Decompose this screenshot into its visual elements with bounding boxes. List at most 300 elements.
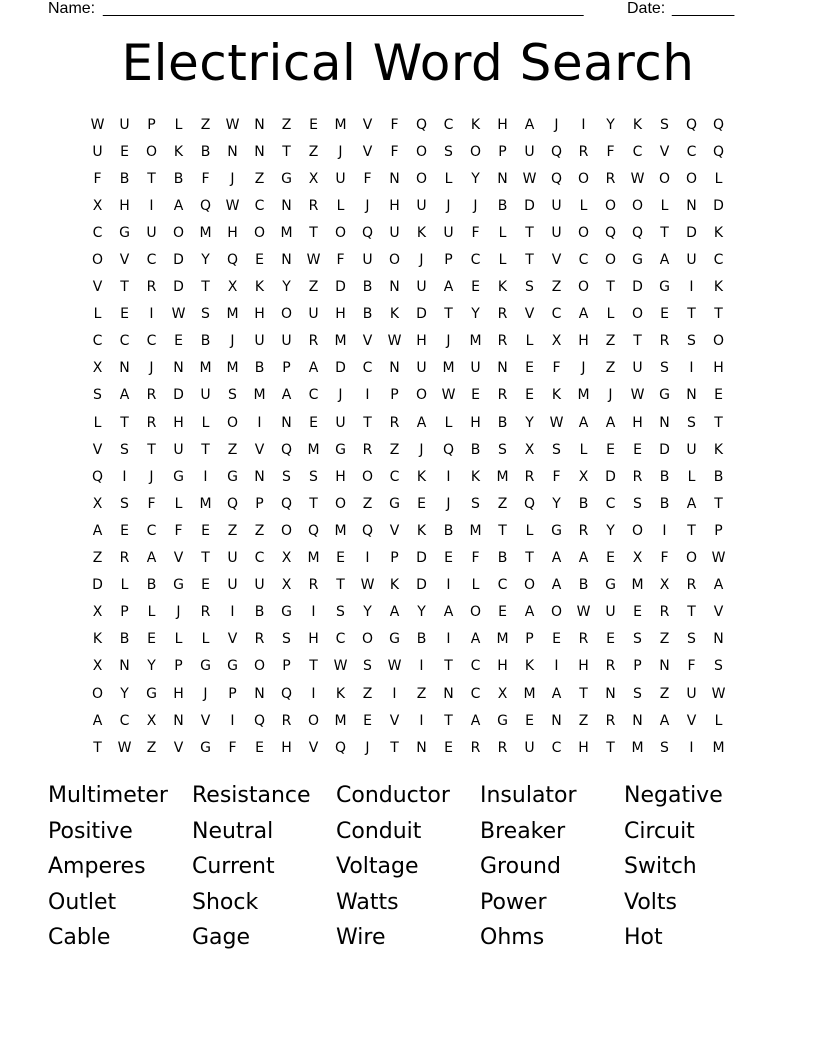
grid-letter: Z	[416, 685, 427, 702]
grid-letter: B	[254, 604, 265, 621]
grid-letter: O	[577, 279, 590, 296]
grid-letter: K	[416, 468, 427, 485]
grid-letter: R	[389, 414, 400, 431]
grid-letter: C	[470, 685, 481, 702]
grid-letter: N	[389, 279, 400, 296]
word-list-item: Cable	[48, 925, 111, 950]
grid-letter: P	[282, 360, 291, 377]
grid-letter: T	[93, 739, 102, 756]
grid-letter: W	[711, 685, 726, 702]
grid-letter: Z	[254, 522, 265, 539]
grid-letter: U	[335, 170, 346, 187]
grid-letter: I	[446, 577, 451, 594]
grid-letter: V	[308, 739, 319, 756]
grid-letter: S	[471, 495, 480, 512]
word-list-item: Gage	[192, 925, 251, 950]
name-blank-line: ______________________________________________________	[103, 0, 584, 17]
grid-letter: O	[91, 252, 104, 269]
grid-letter: W	[333, 658, 348, 675]
grid-letter: F	[660, 550, 669, 567]
grid-letter: E	[471, 387, 480, 404]
grid-letter: N	[497, 360, 508, 377]
grid-letter: P	[714, 522, 723, 539]
grid-letter: G	[227, 468, 238, 485]
grid-letter: U	[308, 306, 319, 323]
word-list-item: Current	[192, 854, 275, 879]
grid-letter: F	[471, 224, 480, 241]
grid-letter: H	[335, 306, 346, 323]
grid-letter: U	[146, 224, 157, 241]
grid-letter: F	[336, 252, 345, 269]
grid-letter: M	[523, 685, 536, 702]
grid-letter: H	[308, 631, 319, 648]
grid-letter: I	[419, 658, 424, 675]
grid-letter: X	[281, 577, 292, 594]
grid-letter: C	[578, 252, 589, 269]
grid-letter: E	[417, 495, 426, 512]
grid-letter: P	[633, 658, 642, 675]
grid-letter: D	[335, 279, 346, 296]
grid-letter: K	[389, 577, 400, 594]
grid-letter: F	[471, 550, 480, 567]
grid-letter: B	[362, 306, 373, 323]
grid-letter: Y	[363, 604, 372, 621]
grid-letter: N	[389, 360, 400, 377]
word-list	[48, 778, 768, 956]
grid-letter: N	[254, 468, 265, 485]
grid-letter: N	[659, 658, 670, 675]
grid-letter: H	[389, 197, 400, 214]
grid-letter: Q	[280, 685, 293, 702]
grid-letter: E	[606, 631, 615, 648]
grid-letter: P	[282, 658, 291, 675]
grid-letter: B	[200, 333, 211, 350]
grid-letter: J	[230, 333, 235, 350]
grid-letter: O	[172, 224, 185, 241]
grid-letter: U	[254, 333, 265, 350]
grid-letter: Q	[631, 224, 644, 241]
grid-letter: V	[389, 712, 400, 729]
grid-letter: L	[174, 495, 183, 512]
grid-letter: E	[255, 252, 264, 269]
grid-letter: F	[390, 116, 399, 133]
grid-letter: O	[685, 550, 698, 567]
grid-letter: H	[281, 739, 292, 756]
grid-letter: P	[444, 252, 453, 269]
grid-letter: W	[630, 387, 645, 404]
grid-letter: R	[470, 739, 481, 756]
grid-letter: N	[389, 170, 400, 187]
grid-letter: R	[308, 577, 319, 594]
grid-letter: D	[605, 468, 616, 485]
grid-letter: T	[147, 170, 156, 187]
grid-letter: N	[443, 685, 454, 702]
grid-letter: N	[227, 143, 238, 160]
grid-letter: W	[387, 333, 402, 350]
grid-letter: R	[281, 712, 292, 729]
grid-letter: M	[307, 441, 320, 458]
word-list-item: Insulator	[480, 783, 577, 808]
grid-letter: L	[714, 712, 723, 729]
grid-letter: F	[606, 143, 615, 160]
grid-letter: O	[577, 224, 590, 241]
grid-letter: R	[497, 387, 508, 404]
grid-letter: V	[362, 143, 373, 160]
grid-letter: A	[443, 604, 454, 621]
grid-letter: T	[714, 414, 723, 431]
grid-letter: L	[660, 197, 669, 214]
grid-letter: B	[362, 279, 373, 296]
grid-letter: R	[497, 739, 508, 756]
grid-letter: O	[577, 170, 590, 187]
grid-letter: C	[92, 224, 103, 241]
grid-letter: Z	[497, 495, 508, 512]
grid-letter: O	[550, 604, 563, 621]
grid-letter: U	[200, 387, 211, 404]
grid-letter: T	[309, 224, 318, 241]
grid-letter: O	[226, 414, 239, 431]
grid-letter: N	[551, 712, 562, 729]
grid-letter: J	[149, 360, 154, 377]
grid-letter: U	[605, 604, 616, 621]
grid-letter: D	[713, 197, 724, 214]
grid-letter: S	[282, 631, 291, 648]
grid-letter: E	[255, 739, 264, 756]
word-list-item: Circuit	[624, 818, 695, 844]
grid-letter: Y	[525, 414, 534, 431]
word-list-item: Volts	[624, 889, 678, 915]
grid-letter: Q	[361, 522, 374, 539]
grid-letter: T	[687, 604, 696, 621]
grid-letter: F	[363, 170, 372, 187]
grid-letter: Z	[200, 116, 211, 133]
grid-letter: T	[606, 739, 615, 756]
word-list-item: Ohms	[480, 925, 545, 950]
grid-letter: N	[254, 116, 265, 133]
grid-letter: L	[714, 170, 723, 187]
grid-letter: M	[469, 522, 482, 539]
grid-letter: Q	[415, 116, 428, 133]
grid-letter: I	[149, 306, 154, 323]
grid-letter: O	[523, 577, 536, 594]
grid-letter: J	[203, 685, 208, 702]
grid-letter: V	[92, 279, 103, 296]
grid-letter: L	[444, 170, 453, 187]
grid-letter: P	[147, 116, 156, 133]
grid-letter: S	[336, 604, 345, 621]
grid-letter: I	[689, 279, 694, 296]
grid-letter: J	[608, 387, 613, 404]
grid-letter: V	[119, 252, 130, 269]
grid-letter: L	[579, 197, 588, 214]
grid-letter: X	[227, 279, 238, 296]
grid-letter: T	[606, 279, 615, 296]
grid-letter: H	[578, 658, 589, 675]
grid-letter: C	[497, 577, 508, 594]
grid-letter: A	[659, 712, 670, 729]
grid-letter: Y	[120, 685, 129, 702]
grid-letter: C	[146, 252, 157, 269]
grid-letter: B	[119, 631, 130, 648]
grid-letter: H	[497, 116, 508, 133]
grid-letter: T	[309, 658, 318, 675]
grid-letter: O	[469, 143, 482, 160]
word-list-item: Resistance	[192, 783, 311, 808]
grid-letter: P	[390, 387, 399, 404]
grid-letter: V	[551, 252, 562, 269]
grid-letter: U	[362, 252, 373, 269]
word-list-item: Watts	[336, 889, 399, 915]
grid-letter: V	[362, 116, 373, 133]
grid-letter: T	[444, 658, 453, 675]
grid-letter: W	[225, 197, 240, 214]
grid-letter: S	[201, 306, 210, 323]
grid-letter: K	[416, 224, 427, 241]
grid-letter: W	[441, 387, 456, 404]
grid-letter: E	[120, 143, 129, 160]
grid-letter: D	[173, 387, 184, 404]
grid-letter: G	[659, 279, 670, 296]
grid-letter: T	[498, 522, 507, 539]
grid-letter: L	[687, 468, 696, 485]
grid-letter: E	[309, 116, 318, 133]
grid-letter: A	[524, 604, 535, 621]
grid-letter: E	[633, 604, 642, 621]
grid-letter: U	[119, 116, 130, 133]
grid-letter: F	[552, 468, 561, 485]
grid-letter: M	[226, 306, 239, 323]
grid-letter: A	[92, 522, 103, 539]
grid-letter: G	[173, 468, 184, 485]
grid-letter: K	[254, 279, 265, 296]
grid-letter: S	[93, 387, 102, 404]
grid-letter: H	[470, 414, 481, 431]
grid-letter: H	[173, 685, 184, 702]
word-list-item: Conductor	[336, 783, 450, 808]
grid-letter: U	[173, 441, 184, 458]
grid-letter: O	[604, 252, 617, 269]
grid-letter: T	[525, 550, 534, 567]
grid-letter: V	[389, 522, 400, 539]
grid-letter: S	[363, 658, 372, 675]
grid-letter: Y	[606, 522, 615, 539]
grid-letter: A	[470, 631, 481, 648]
grid-letter: G	[173, 577, 184, 594]
grid-letter: Q	[334, 739, 347, 756]
grid-letter: Q	[685, 116, 698, 133]
grid-letter: O	[469, 604, 482, 621]
grid-letter: K	[713, 224, 724, 241]
grid-letter: R	[524, 468, 535, 485]
grid-letter: L	[471, 577, 480, 594]
grid-letter: J	[230, 170, 235, 187]
grid-letter: V	[524, 306, 535, 323]
grid-letter: G	[146, 685, 157, 702]
grid-letter: J	[338, 387, 343, 404]
grid-letter: O	[280, 522, 293, 539]
grid-letter: A	[416, 414, 427, 431]
grid-letter: R	[605, 712, 616, 729]
grid-letter: A	[713, 577, 724, 594]
grid-letter: M	[631, 739, 644, 756]
grid-letter: P	[120, 604, 129, 621]
grid-letter: Q	[226, 495, 239, 512]
grid-letter: I	[392, 685, 397, 702]
grid-letter: N	[173, 360, 184, 377]
grid-letter: H	[497, 658, 508, 675]
grid-letter: H	[173, 414, 184, 431]
grid-letter: E	[525, 387, 534, 404]
grid-letter: H	[578, 739, 589, 756]
letter-grid	[84, 111, 732, 761]
grid-letter: O	[658, 170, 671, 187]
grid-letter: N	[173, 712, 184, 729]
grid-letter: Z	[659, 631, 670, 648]
grid-letter: E	[120, 522, 129, 539]
grid-letter: N	[119, 658, 130, 675]
grid-letter: Y	[471, 170, 480, 187]
grid-letter: U	[686, 685, 697, 702]
grid-letter: J	[419, 252, 424, 269]
grid-letter: R	[497, 306, 508, 323]
grid-letter: E	[120, 306, 129, 323]
grid-letter: M	[199, 360, 212, 377]
grid-letter: D	[335, 360, 346, 377]
grid-letter: Q	[604, 224, 617, 241]
grid-letter: C	[254, 197, 265, 214]
grid-letter: C	[119, 712, 130, 729]
grid-letter: Y	[201, 252, 210, 269]
grid-letter: S	[660, 116, 669, 133]
grid-letter: G	[389, 495, 400, 512]
grid-letter: D	[659, 441, 670, 458]
grid-letter: T	[579, 685, 588, 702]
grid-letter: C	[470, 658, 481, 675]
grid-letter: L	[498, 224, 507, 241]
grid-letter: E	[201, 522, 210, 539]
grid-letter: H	[335, 468, 346, 485]
grid-letter: T	[714, 495, 723, 512]
grid-letter: P	[525, 631, 534, 648]
page-title: Electrical Word Search	[121, 34, 695, 92]
grid-letter: A	[146, 550, 157, 567]
grid-letter: I	[446, 631, 451, 648]
grid-letter: O	[307, 712, 320, 729]
grid-letter: Z	[227, 522, 238, 539]
grid-letter: R	[308, 333, 319, 350]
grid-letter: J	[446, 197, 451, 214]
grid-letter: M	[334, 522, 347, 539]
grid-letter: U	[524, 143, 535, 160]
grid-letter: S	[120, 495, 129, 512]
grid-letter: Q	[253, 712, 266, 729]
grid-letter: V	[659, 143, 670, 160]
grid-letter: S	[633, 631, 642, 648]
grid-letter: M	[469, 333, 482, 350]
grid-letter: L	[201, 414, 210, 431]
grid-letter: A	[470, 712, 481, 729]
grid-letter: U	[254, 577, 265, 594]
grid-letter: A	[389, 604, 400, 621]
grid-letter: G	[335, 441, 346, 458]
grid-letter: C	[254, 550, 265, 567]
grid-letter: E	[309, 414, 318, 431]
grid-letter: V	[227, 631, 238, 648]
grid-letter: T	[120, 279, 129, 296]
grid-letter: I	[230, 604, 235, 621]
grid-letter: C	[335, 631, 346, 648]
grid-letter: E	[606, 550, 615, 567]
grid-letter: H	[416, 333, 427, 350]
grid-letter: A	[443, 279, 454, 296]
grid-letter: Z	[254, 170, 265, 187]
grid-letter: O	[712, 333, 725, 350]
grid-letter: M	[199, 224, 212, 241]
grid-letter: D	[173, 252, 184, 269]
grid-letter: I	[230, 712, 235, 729]
grid-letter: R	[200, 604, 211, 621]
grid-letter: K	[713, 279, 724, 296]
grid-letter: G	[281, 170, 292, 187]
grid-letter: F	[228, 739, 237, 756]
grid-letter: M	[280, 224, 293, 241]
grid-letter: R	[497, 333, 508, 350]
grid-letter: I	[419, 712, 424, 729]
grid-letter: A	[281, 387, 292, 404]
grid-letter: B	[659, 468, 670, 485]
grid-letter: G	[389, 631, 400, 648]
grid-letter: N	[713, 631, 724, 648]
grid-letter: T	[120, 414, 129, 431]
grid-letter: P	[228, 685, 237, 702]
grid-letter: U	[227, 577, 238, 594]
grid-letter: X	[92, 495, 103, 512]
grid-letter: O	[334, 224, 347, 241]
grid-letter: N	[254, 685, 265, 702]
grid-letter: E	[525, 360, 534, 377]
grid-letter: B	[173, 170, 184, 187]
grid-letter: I	[689, 360, 694, 377]
grid-letter: T	[714, 306, 723, 323]
grid-letter: T	[525, 252, 534, 269]
grid-letter: E	[336, 550, 345, 567]
grid-letter: R	[254, 631, 265, 648]
grid-letter: C	[308, 387, 319, 404]
grid-letter: G	[632, 252, 643, 269]
grid-letter: R	[146, 279, 157, 296]
grid-letter: X	[524, 441, 535, 458]
grid-letter: Z	[308, 279, 319, 296]
grid-letter: O	[253, 224, 266, 241]
grid-letter: J	[149, 468, 154, 485]
word-list-item: Voltage	[336, 854, 419, 879]
grid-letter: J	[446, 333, 451, 350]
grid-letter: E	[552, 631, 561, 648]
grid-letter: K	[713, 441, 724, 458]
grid-letter: C	[119, 333, 130, 350]
grid-letter: N	[119, 360, 130, 377]
grid-letter: R	[659, 604, 670, 621]
grid-letter: B	[416, 631, 427, 648]
grid-letter: K	[470, 468, 481, 485]
grid-letter: N	[281, 252, 292, 269]
word-list-item: Multimeter	[48, 783, 168, 808]
grid-letter: L	[201, 631, 210, 648]
grid-letter: K	[497, 279, 508, 296]
grid-letter: X	[92, 360, 103, 377]
grid-letter: B	[497, 197, 508, 214]
grid-letter: F	[552, 360, 561, 377]
